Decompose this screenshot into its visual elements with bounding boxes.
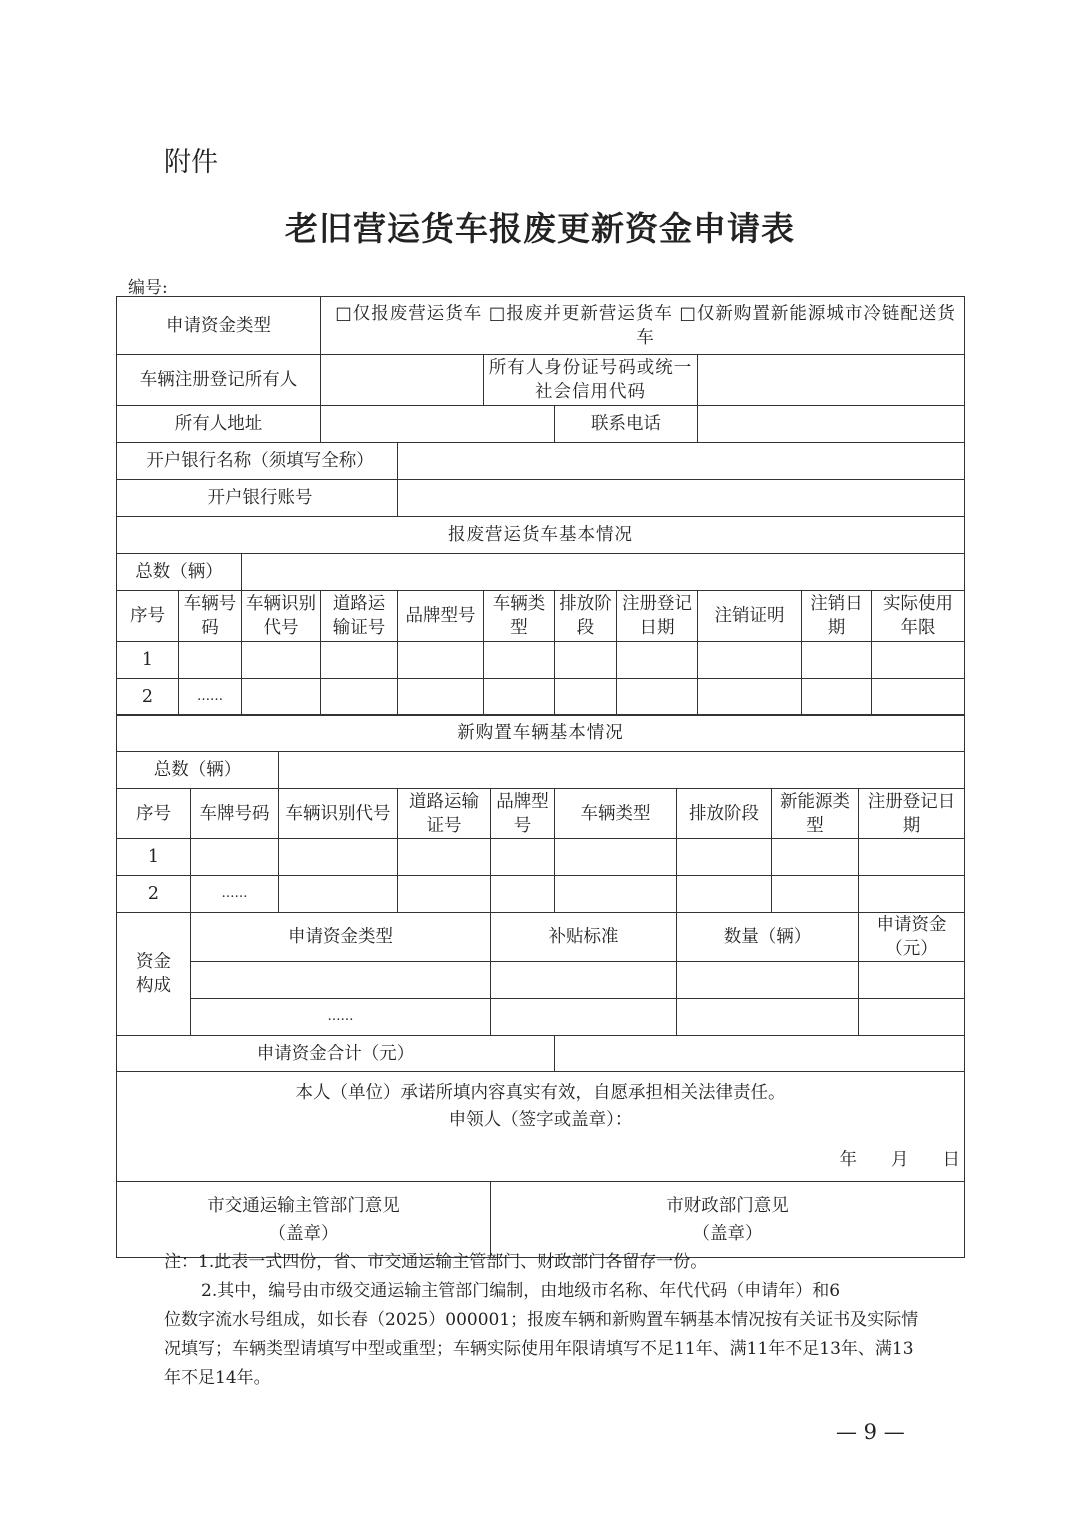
table-cell[interactable] <box>802 642 872 679</box>
day-label: 日 <box>942 1149 960 1170</box>
ellipsis-text: …… <box>191 876 279 913</box>
finance-opinion-label: 市财政部门意见 <box>666 1195 789 1216</box>
address-label: 所有人地址 <box>117 406 321 443</box>
new-section-title: 新购置车辆基本情况 <box>117 715 965 752</box>
note-2-line-1: 2.其中，编号由市级交通运输主管部门编制，由地级市名称、年代代码（申请年）和6 <box>201 1281 841 1301</box>
new-total-label: 总数（辆） <box>117 752 279 789</box>
finance-opinion-cell[interactable] <box>491 1182 965 1258</box>
new-data-row <box>117 839 965 876</box>
fund-data-row <box>117 999 965 1036</box>
table-cell[interactable] <box>859 962 965 999</box>
table-cell[interactable] <box>491 839 555 876</box>
table-cell[interactable] <box>802 679 872 716</box>
scrap-header-cell: 车辆号码 <box>179 591 242 642</box>
table-cell[interactable] <box>872 679 965 716</box>
table-cell[interactable] <box>872 642 965 679</box>
fund-type-label: 申请资金类型 <box>117 297 321 355</box>
table-cell[interactable] <box>491 962 677 999</box>
scrap-data-row <box>117 679 965 716</box>
ellipsis-text: …… <box>191 999 491 1036</box>
table-cell[interactable] <box>617 642 698 679</box>
new-header-cell: 序号 <box>117 789 191 839</box>
table-cell[interactable] <box>555 679 617 716</box>
table-cell[interactable] <box>242 642 321 679</box>
new-total-row <box>117 752 965 789</box>
table-cell[interactable] <box>677 962 859 999</box>
fund-composition-label: 资金构成 <box>117 913 191 1036</box>
table-cell[interactable] <box>179 642 242 679</box>
notes-section <box>164 1248 924 1393</box>
scrap-data-row <box>117 642 965 679</box>
new-header-cell: 注册登记日期 <box>859 789 965 839</box>
scrap-section-title-row <box>117 517 965 554</box>
table-cell[interactable] <box>555 642 617 679</box>
scrap-header-cell: 车辆类型 <box>484 591 555 642</box>
table-cell[interactable] <box>677 839 772 876</box>
transport-seal-label: （盖章） <box>268 1223 339 1244</box>
table-cell[interactable] <box>398 679 484 716</box>
table-cell[interactable] <box>555 839 677 876</box>
new-total-field[interactable] <box>279 752 965 789</box>
scrap-header-cell: 排放阶段 <box>555 591 617 642</box>
table-cell[interactable] <box>191 962 491 999</box>
opinions-row <box>117 1182 965 1258</box>
new-header-cell: 车牌号码 <box>191 789 279 839</box>
owner-id-label: 所有人身份证号码或统一社会信用代码 <box>484 355 698 406</box>
fund-header-cell: 补贴标准 <box>491 913 677 962</box>
table-cell[interactable] <box>191 839 279 876</box>
bank-account-field[interactable] <box>398 480 965 517</box>
row-number: 1 <box>117 642 179 679</box>
fund-header-cell: 申请资金类型 <box>191 913 491 962</box>
scrap-total-row <box>117 554 965 591</box>
scrap-header-cell: 注册登记日期 <box>617 591 698 642</box>
scrap-header-cell: 实际使用年限 <box>872 591 965 642</box>
scrap-header-cell: 序号 <box>117 591 179 642</box>
scrap-header-cell: 注销日期 <box>802 591 872 642</box>
fund-total-row <box>117 1036 965 1072</box>
owner-row <box>117 355 965 406</box>
table-cell[interactable] <box>279 876 398 913</box>
new-section-title-row <box>117 715 965 752</box>
new-header-cell: 新能源类型 <box>772 789 859 839</box>
note-1: 注：1.此表一式四份，省、市交通运输主管部门、财政部门各留存一份。 <box>164 1252 708 1272</box>
table-cell[interactable] <box>859 839 965 876</box>
table-cell[interactable] <box>677 999 859 1036</box>
transport-opinion-label: 市交通运输主管部门意见 <box>207 1195 400 1216</box>
transport-opinion-cell[interactable] <box>117 1182 491 1258</box>
serial-number-label: 编号: <box>128 278 168 298</box>
scrap-header-cell: 品牌型号 <box>398 591 484 642</box>
table-cell[interactable] <box>698 679 802 716</box>
new-header-cell: 品牌型号 <box>491 789 555 839</box>
scrap-total-label: 总数（辆） <box>117 554 242 591</box>
fund-total-label: 申请资金合计（元） <box>117 1036 555 1072</box>
address-field[interactable] <box>321 406 555 443</box>
scrap-header-cell: 道路运输证号 <box>321 591 398 642</box>
phone-field[interactable] <box>698 406 965 443</box>
application-form-table <box>116 296 965 716</box>
bank-name-field[interactable] <box>398 443 965 480</box>
signature-date <box>121 1147 960 1174</box>
pledge-statement: 本人（单位）承诺所填内容真实有效，自愿承担相关法律责任。 <box>295 1082 786 1103</box>
form-title: 老旧营运货车报废更新资金申请表 <box>285 209 795 248</box>
scrap-section-title: 报废营运货车基本情况 <box>117 517 965 554</box>
table-cell[interactable] <box>555 876 677 913</box>
finance-seal-label: （盖章） <box>692 1223 763 1244</box>
table-cell[interactable] <box>859 876 965 913</box>
row-number: 1 <box>117 839 191 876</box>
ellipsis-text: …… <box>179 679 242 716</box>
table-cell[interactable] <box>491 876 555 913</box>
new-header-row <box>117 789 965 839</box>
fund-total-field[interactable] <box>555 1036 965 1072</box>
table-cell[interactable] <box>242 679 321 716</box>
bank-account-row <box>117 480 965 517</box>
owner-field[interactable] <box>321 355 484 406</box>
scrap-total-field[interactable] <box>242 554 965 591</box>
year-label: 年 <box>839 1149 857 1170</box>
table-cell[interactable] <box>772 876 859 913</box>
table-cell[interactable] <box>617 679 698 716</box>
table-cell[interactable] <box>398 876 491 913</box>
scrap-header-cell: 注销证明 <box>698 591 802 642</box>
table-cell[interactable] <box>279 839 398 876</box>
table-cell[interactable] <box>772 839 859 876</box>
phone-label: 联系电话 <box>555 406 698 443</box>
table-cell[interactable] <box>859 999 965 1036</box>
attachment-label: 附件 <box>164 147 218 178</box>
note-2-rest: 位数字流水号组成，如长春（2025）000001；报废车辆和新购置车辆基本情况按有关证书及实际情况填写；车辆类型请填写中型或重型；车辆实际使用年限请填写不足11年、满11年不足13年、满13年不足14年。 <box>164 1310 919 1388</box>
row-number: 2 <box>117 679 179 716</box>
table-cell[interactable] <box>321 679 398 716</box>
owner-id-field[interactable] <box>698 355 965 406</box>
row-number: 2 <box>117 876 191 913</box>
scrap-header-row <box>117 591 965 642</box>
fund-type-options[interactable]: □仅报废营运货车 □报废并更新营运货车 □仅新购置新能源城市冷链配送货车 <box>321 297 965 355</box>
fund-header-cell: 数量（辆） <box>677 913 859 962</box>
bank-name-label: 开户银行名称（须填写全称） <box>117 443 398 480</box>
new-header-cell: 排放阶段 <box>677 789 772 839</box>
table-cell[interactable] <box>491 999 677 1036</box>
bank-account-label: 开户银行账号 <box>117 480 398 517</box>
table-cell[interactable] <box>484 679 555 716</box>
fund-header-row <box>117 913 965 962</box>
fund-data-row <box>117 962 965 999</box>
new-header-cell: 车辆识别代号 <box>279 789 398 839</box>
fund-header-cell: 申请资金（元） <box>859 913 965 962</box>
table-cell[interactable] <box>698 642 802 679</box>
pledge-cell <box>117 1072 965 1182</box>
new-header-cell: 车辆类型 <box>555 789 677 839</box>
new-vehicle-table <box>116 714 965 1258</box>
signer-label: 申领人（签字或盖章）： <box>448 1109 633 1130</box>
table-cell[interactable] <box>398 642 484 679</box>
address-row <box>117 406 965 443</box>
page-number: — 9 — <box>836 1420 905 1444</box>
pledge-row <box>117 1072 965 1182</box>
new-data-row <box>117 876 965 913</box>
scrap-header-cell: 车辆识别代号 <box>242 591 321 642</box>
table-cell[interactable] <box>484 642 555 679</box>
table-cell[interactable] <box>321 642 398 679</box>
owner-label: 车辆注册登记所有人 <box>117 355 321 406</box>
table-cell[interactable] <box>677 876 772 913</box>
table-cell[interactable] <box>398 839 491 876</box>
month-label: 月 <box>891 1149 909 1170</box>
bank-name-row <box>117 443 965 480</box>
new-header-cell: 道路运输证号 <box>398 789 491 839</box>
fund-type-row <box>117 297 965 355</box>
